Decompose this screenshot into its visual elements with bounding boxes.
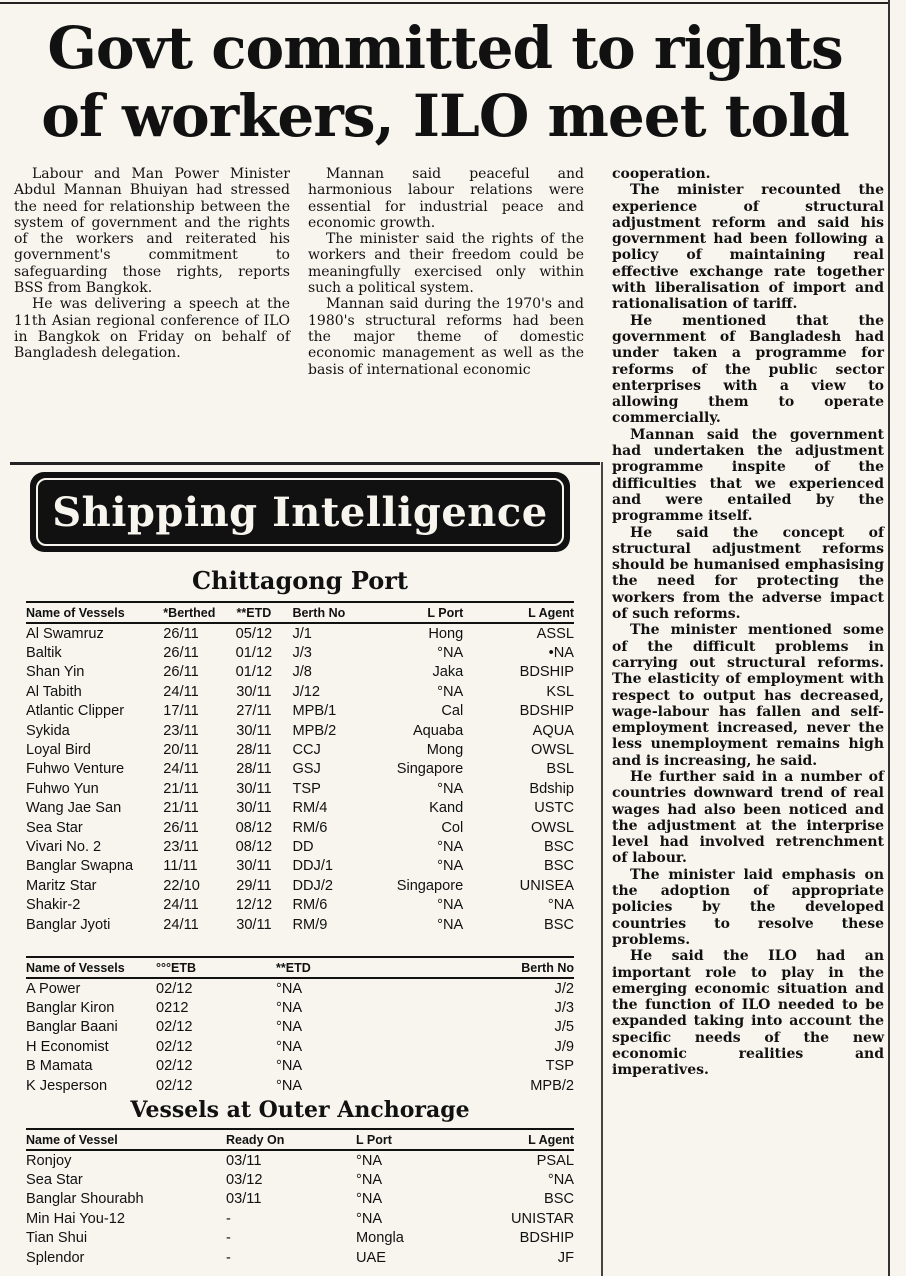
outer-anchorage-table [26,1128,574,1267]
table-cell: ASSL [536,625,574,642]
table-cell: 26/11 [163,819,199,836]
column-header: Name of Vessels [26,602,163,623]
column-header: Ready On [226,1129,356,1150]
article-headline [0,14,890,150]
table-row [26,978,574,998]
chittagong-berthed-table [26,601,574,934]
table-row [26,1190,574,1209]
table-cell: RM/6 [292,819,328,836]
table-cell: Vivari No. 2 [26,838,102,855]
column-header: °°°ETB [156,957,276,978]
table-cell: 03/11 [226,1152,262,1169]
article-paragraph: The minister recounted the experience of structural adjustment reform and said his government had been following a policy of maintaining real effective exchange rate together with liberalisation of import and rationalisation of tariff. [612,182,884,313]
table-cell: Al Swamruz [26,625,104,642]
table-cell: 17/11 [163,703,199,720]
table-cell: 02/12 [156,1058,193,1075]
table-cell: J/8 [292,664,312,681]
table-cell: MPB/1 [292,703,337,720]
table-cell: °NA [356,1172,383,1189]
table-cell: Banglar Baani [26,1019,118,1036]
table-row [26,857,574,876]
table-header-row [26,1129,574,1150]
table-cell: °NA [547,1172,574,1189]
chittagong-awaiting-table [26,956,574,1095]
table-cell: H Economist [26,1038,109,1055]
table-cell: BSC [543,1191,574,1208]
article-paragraph: The minister laid emphasis on the adoption of appropriate policies by the developed countries to resolve these problems. [612,866,884,948]
table-cell: K Jesperson [26,1077,108,1094]
table-cell: 05/12 [235,625,273,642]
table-cell: °NA [356,1210,383,1227]
table-cell: Splendor [26,1249,85,1266]
column-header: L Port [358,602,463,623]
table-cell: Atlantic Clipper [26,703,125,720]
outer-anchorage-heading: Vessels at Outer Anchorage [130,1097,470,1123]
table-row [26,837,574,856]
table-cell: 02/12 [156,1038,193,1055]
table-cell: Singapore [396,877,464,894]
table-cell: Bdship [529,780,574,797]
table-cell: Aquaba [412,722,464,739]
table-row [26,1076,574,1095]
table-row [26,1170,574,1189]
table-row [26,623,574,643]
table-cell: °NA [276,1058,303,1075]
table-cell: A Power [26,980,81,997]
table-cell: TSP [292,780,321,797]
column-header: L Port [356,1129,456,1150]
table-cell: 12/12 [235,897,273,914]
table-cell: °NA [437,780,464,797]
table-cell: 29/11 [236,877,272,894]
table-cell: Mongla [356,1230,404,1247]
article-paragraph: He said the ILO had an important role to play in the emerging economic situation and the function of ILO needed to be expanded taking into account the specific needs of the new economic realities and imperatives. [612,948,884,1079]
table-cell: 27/11 [236,703,272,720]
chittagong-port-heading: Chittagong Port [192,566,408,595]
table-row [26,799,574,818]
table-cell: 08/12 [235,838,273,855]
article-paragraph: Mannan said peaceful and harmonious labour relations were essential for industrial peace and economic growth. [308,166,584,231]
article-column-2 [308,166,584,378]
table-cell: Tian Shui [26,1230,88,1247]
table-cell: BSL [546,761,574,778]
table-cell: 24/11 [163,761,199,778]
table-cell: - [226,1249,231,1266]
table-cell: Min Hai You-12 [26,1210,125,1227]
table-cell: Banglar Jyoti [26,916,111,933]
table-cell: J/9 [554,1038,574,1055]
column-divider [601,462,603,1276]
table-cell: Sykida [26,722,70,739]
table-cell: Sea Star [26,1172,83,1189]
table-cell: CCJ [292,742,321,759]
table-cell: 03/11 [226,1191,262,1208]
column-header: Berth No [446,957,574,978]
column-header: *Berthed [163,602,215,623]
table-cell: DD [292,838,314,855]
table-cell: •NA [548,645,574,662]
table-row [26,721,574,740]
table-cell: 24/11 [163,916,199,933]
table-row [26,998,574,1017]
table-cell: - [226,1210,231,1227]
table-cell: 30/11 [236,683,272,700]
table-cell: - [226,1230,231,1247]
table-cell: KSL [546,683,574,700]
article-paragraph: He further said in a number of countries downward trend of real wages had also been noticed and the adjustment at the interprise level had involved retrenchment of labour. [612,768,884,867]
table-cell: Al Tabith [26,683,82,700]
column-header: L Agent [463,602,574,623]
table-cell: °NA [437,897,464,914]
table-cell: 01/12 [235,645,273,662]
table-cell: 11/11 [163,858,198,875]
section-divider [10,462,600,465]
table-cell: PSAL [536,1152,574,1169]
table-cell: Maritz Star [26,877,97,894]
table-cell: °NA [437,916,464,933]
table-cell: UNISTAR [511,1210,574,1227]
table-cell: 26/11 [163,645,199,662]
table-row [26,740,574,759]
table-row [26,1150,574,1170]
table-cell: Loyal Bird [26,742,91,759]
article-paragraph: cooperation. [612,166,711,182]
table-row [26,1209,574,1228]
table-cell: BDSHIP [519,664,574,681]
table-cell: Col [441,819,464,836]
article-paragraph: The minister mentioned some of the difficult problems in carrying out structural reforms. The elasticity of employment with respect to output has decreased, wage-labour has fallen and self-employment increased, never the less unemployment remains high and is increasing, he said. [612,622,884,769]
table-cell: B Mamata [26,1058,93,1075]
table-cell: BSC [543,916,574,933]
table-cell: 08/12 [235,819,273,836]
table-cell: °NA [276,1000,303,1017]
table-cell: MPB/2 [530,1077,574,1094]
table-header-row [26,602,574,623]
table-cell: 21/11 [163,800,199,817]
table-cell: 22/10 [163,877,200,894]
table-row [26,1248,574,1267]
table-cell: 23/11 [163,838,199,855]
table-cell: °NA [547,897,574,914]
article-paragraph: He mentioned that the government of Bangladesh had under taken a programme for reforms of the public sector enterprises with a view to allowing them to operate commercially. [612,312,884,427]
table-cell: Kand [429,800,464,817]
table-cell: Mong [426,742,464,759]
article-paragraph: Mannan said the government had undertaken the adjustment programme inspite of the difficulties that we experienced and were entailed by the programme itself. [612,426,884,525]
table-cell: BDSHIP [519,1230,574,1247]
table-cell: 30/11 [236,858,272,875]
table-cell: °NA [356,1152,383,1169]
headline-line-2: of workers, ILO meet told [41,82,849,150]
table-cell: °NA [437,683,464,700]
column-header: **ETD [215,602,292,623]
article-paragraph: He said the concept of structural adjustment reforms should be humanised emphasising the need for protecting the workers from the adverse impact of such reforms. [612,524,884,623]
table-cell: Banglar Swapna [26,858,134,875]
table-cell: Singapore [396,761,464,778]
table-cell: °NA [437,858,464,875]
table-cell: UAE [356,1249,387,1266]
table-cell: 30/11 [236,800,272,817]
table-header-row [26,957,574,978]
table-cell: 28/11 [236,742,272,759]
table-row [26,1057,574,1076]
table-cell: 03/12 [226,1172,263,1189]
table-cell: BSC [543,838,574,855]
table-row [26,818,574,837]
table-cell: J/5 [554,1019,574,1036]
table-cell: 02/12 [156,1019,193,1036]
table-cell: 26/11 [163,625,199,642]
column-header: Name of Vessel [26,1129,226,1150]
table-cell: Sea Star [26,819,83,836]
column-header: Name of Vessels [26,957,156,978]
table-cell: 21/11 [163,780,199,797]
table-cell: °NA [437,838,464,855]
table-cell: UNISEA [519,877,574,894]
table-cell: °NA [276,1077,303,1094]
shipping-banner-title: Shipping Intelligence [52,488,548,536]
table-row [26,895,574,914]
table-cell: RM/4 [292,800,328,817]
table-cell: Fuhwo Yun [26,780,99,797]
table-cell: Banglar Shourabh [26,1191,144,1208]
table-cell: DDJ/1 [292,858,333,875]
table-cell: Hong [428,625,464,642]
table-row [26,760,574,779]
table-cell: 28/11 [236,761,272,778]
table-cell: DDJ/2 [292,877,333,894]
table-row [26,702,574,721]
table-cell: MPB/2 [292,722,337,739]
table-row [26,1229,574,1248]
column-rule-right [888,0,890,1276]
table-cell: 30/11 [236,916,272,933]
table-cell: TSP [545,1058,574,1075]
table-cell: 30/11 [236,722,272,739]
table-cell: Fuhwo Venture [26,761,125,778]
table-cell: USTC [534,800,574,817]
table-cell: J/2 [554,980,574,997]
table-cell: OWSL [531,742,574,759]
table-cell: °NA [437,645,464,662]
table-row [26,643,574,662]
article-column-1 [14,166,290,362]
article-paragraph: Labour and Man Power Minister Abdul Mannan Bhuiyan had stressed the need for relationship between the system of government and the rights of the workers and reiterated his government's commitment to safeguarding those rights, reports BSS from Bangkok. [14,166,290,297]
table-cell: RM/6 [292,897,328,914]
table-row [26,1018,574,1037]
table-cell: BSC [543,858,574,875]
table-cell: J/3 [554,1000,574,1017]
table-cell: Jaka [432,664,464,681]
table-cell: J/12 [292,683,321,700]
table-cell: BDSHIP [519,703,574,720]
column-header: L Agent [456,1129,574,1150]
table-cell: 01/12 [235,664,273,681]
table-cell: 0212 [156,1000,189,1017]
table-cell: Shakir-2 [26,897,81,914]
table-row [26,779,574,798]
table-row [26,915,574,934]
table-cell: GSJ [292,761,321,778]
table-cell: JF [557,1249,574,1266]
article-column-3 [612,166,884,1079]
table-cell: 30/11 [236,780,272,797]
table-row [26,876,574,895]
table-cell: 02/12 [156,980,193,997]
table-cell: °NA [276,1038,303,1055]
table-cell: Ronjoy [26,1152,72,1169]
column-header: Berth No [292,602,358,623]
table-cell: J/3 [292,645,312,662]
table-cell: Wang Jae San [26,800,122,817]
table-cell: 26/11 [163,664,199,681]
table-cell: 20/11 [163,742,199,759]
column-header: **ETD [276,957,446,978]
table-cell: OWSL [531,819,574,836]
table-cell: Cal [441,703,464,720]
table-row [26,682,574,701]
table-cell: °NA [276,1019,303,1036]
top-rule [0,2,890,4]
table-cell: AQUA [532,722,574,739]
table-row [26,663,574,682]
shipping-banner [30,472,570,552]
table-cell: Banglar Kiron [26,1000,115,1017]
table-cell: Shan Yin [26,664,85,681]
table-cell: 23/11 [163,722,199,739]
table-cell: 02/12 [156,1077,193,1094]
table-cell: J/1 [292,625,312,642]
table-cell: RM/9 [292,916,328,933]
table-cell: 24/11 [163,897,199,914]
table-cell: Baltik [26,645,62,662]
article-paragraph: The minister said the rights of the workers and their freedom could be meaningfully exercised only within such a political system. [308,231,584,297]
article-paragraph: He was delivering a speech at the 11th Asian regional conference of ILO in Bangkok on Friday on behalf of Bangladesh delegation. [14,296,290,362]
headline-line-1: Govt committed to rights [47,14,843,82]
table-cell: °NA [276,980,303,997]
table-cell: 24/11 [163,683,199,700]
table-cell: °NA [356,1191,383,1208]
table-row [26,1037,574,1056]
shipping-banner-frame [36,478,564,546]
article-paragraph: Mannan said during the 1970's and 1980's structural reforms had been the major theme of domestic economic management as well as the basis of international economic [308,296,584,378]
